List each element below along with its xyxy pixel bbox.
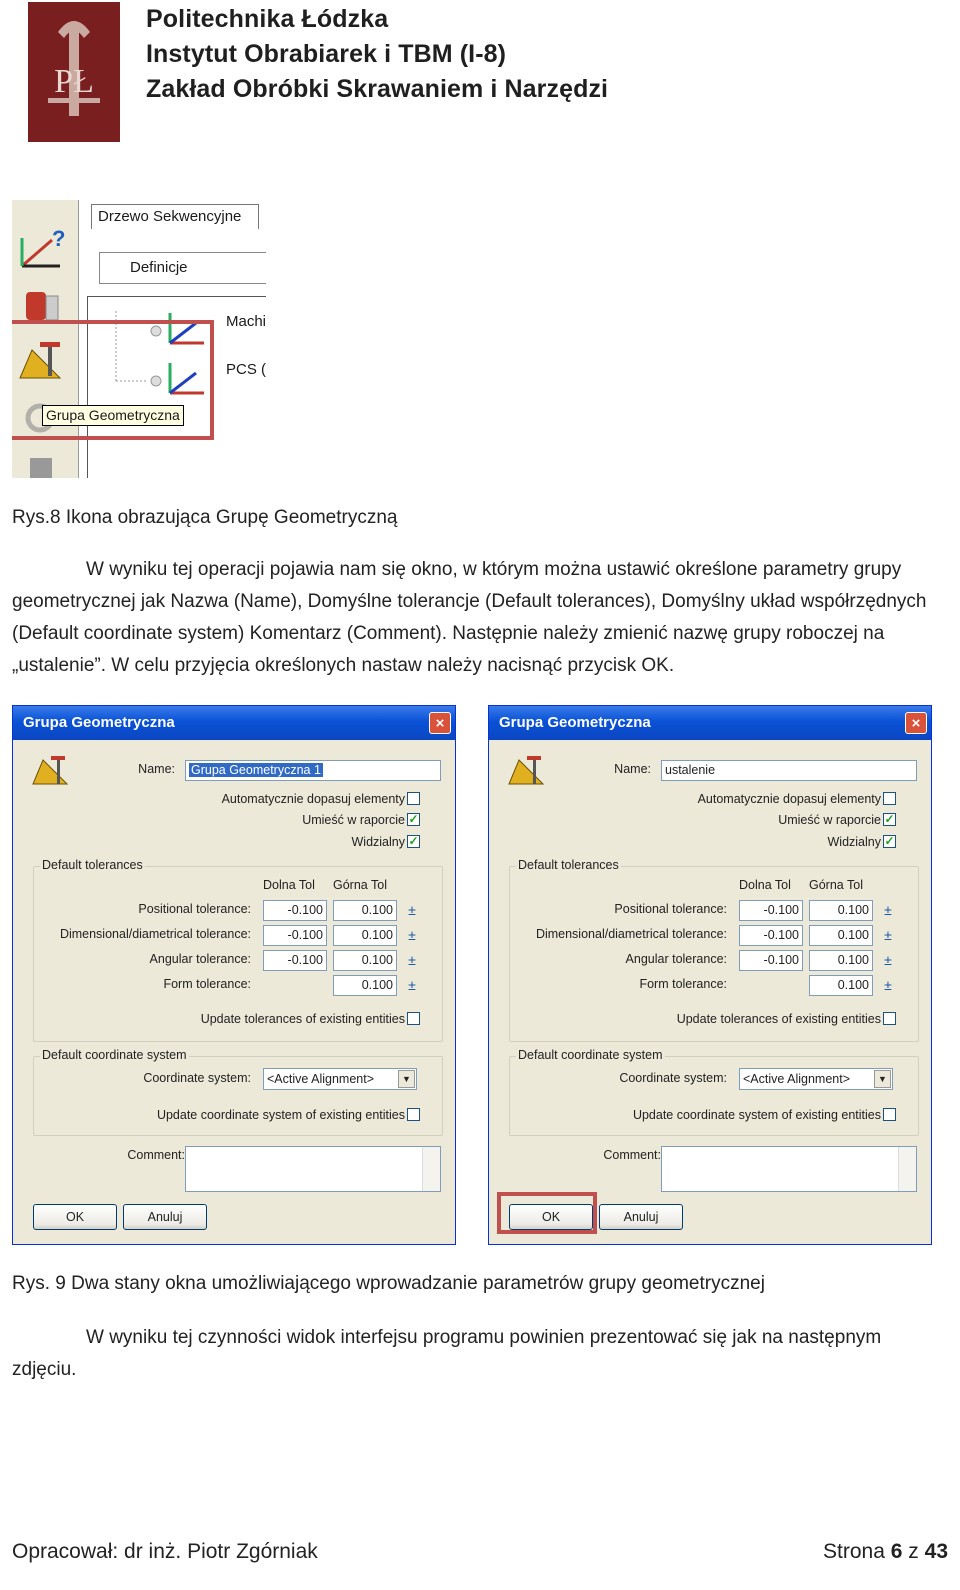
definitions-node[interactable]: Definicje — [99, 252, 266, 284]
comment-scrollbar[interactable] — [898, 1147, 916, 1191]
dimensional-upper-input[interactable]: 0.100 — [333, 925, 397, 946]
page-prefix: Strona — [823, 1540, 885, 1563]
auto-fit-checkbox[interactable] — [407, 792, 420, 805]
upper-tol-header: Górna Tol — [333, 878, 387, 892]
close-button[interactable]: × — [905, 712, 927, 734]
positional-lower-input[interactable]: -0.100 — [739, 900, 803, 921]
lower-tol-header: Dolna Tol — [263, 878, 315, 892]
name-value: ustalenie — [665, 763, 716, 777]
ok-button[interactable]: OK — [33, 1204, 117, 1230]
paragraph-2 — [12, 1322, 948, 1386]
highlight-frame — [12, 320, 214, 440]
tab-sequence-tree[interactable]: Drzewo Sekwencyjne — [91, 204, 259, 229]
coordinate-system-select[interactable] — [739, 1068, 893, 1090]
update-coordinate-checkbox[interactable] — [883, 1108, 896, 1121]
comment-label: Comment: — [603, 1148, 661, 1162]
visible-label: Widzialny — [351, 835, 405, 849]
coordinate-label: Coordinate system: — [619, 1071, 727, 1085]
header-line-institute: Instytut Obrabiarek i TBM (I-8) — [146, 40, 507, 68]
header-line-university: Politechnika Łódzka — [146, 5, 389, 33]
dimensional-label: Dimensional/diametrical tolerance: — [59, 927, 251, 941]
page-total: 43 — [924, 1540, 948, 1563]
tolerances-group-label: Default tolerances — [518, 858, 619, 872]
dialog-title: Grupa Geometryczna — [13, 706, 455, 740]
angular-lower-input[interactable]: -0.100 — [739, 950, 803, 971]
name-input[interactable] — [185, 760, 441, 781]
angular-upper-input[interactable]: 0.100 — [809, 950, 873, 971]
pcs-node[interactable]: PCS ( — [226, 361, 266, 378]
dimensional-lower-input[interactable]: -0.100 — [263, 925, 327, 946]
name-value: Grupa Geometryczna 1 — [191, 763, 321, 777]
dialog-right — [488, 705, 932, 1245]
tolerances-group-label: Default tolerances — [42, 858, 143, 872]
form-label: Form tolerance: — [163, 977, 251, 991]
angular-label: Angular tolerance: — [625, 952, 727, 966]
update-coordinate-checkbox[interactable] — [407, 1108, 420, 1121]
angular-label: Angular tolerance: — [149, 952, 251, 966]
ok-button[interactable]: OK — [509, 1204, 593, 1230]
dialog-title: Grupa Geometryczna — [489, 706, 931, 740]
paragraph-2-text: W wyniku tej czynności widok interfejsu programu powinien prezentować się jak na następnym zdjęciu. — [12, 1327, 882, 1380]
auto-fit-label: Automatycznie dopasuj elementy — [221, 792, 405, 806]
update-tolerances-label: Update tolerances of existing entities — [200, 1012, 405, 1026]
tooltip: Grupa Geometryczna — [42, 405, 184, 426]
visible-checkbox[interactable]: ✓ — [884, 834, 895, 848]
coordinate-system-value: <Active Alignment> — [267, 1072, 375, 1086]
lower-tol-header: Dolna Tol — [739, 878, 791, 892]
report-checkbox[interactable]: ✓ — [408, 812, 419, 826]
coordinate-group-label: Default coordinate system — [42, 1048, 187, 1062]
dimensional-lower-input[interactable]: -0.100 — [739, 925, 803, 946]
angular-lower-input[interactable]: -0.100 — [263, 950, 327, 971]
paragraph-1-text: W wyniku tej operacji pojawia nam się okno, w którym można ustawić określone parametry grupy geometrycznej jak Nazwa (Name), Domyślne tolerancje (Default tolerances), Domyślny układ współrzędnych (Default coordinate system) Komentarz (Comment). Następnie należy zmienić nazwę grupy roboczej na „ustalenie”. W celu przyjęcia określonych nastaw należy nacisnąć przycisk OK. — [12, 559, 927, 676]
auto-fit-label: Automatycznie dopasuj elementy — [697, 792, 881, 806]
name-label: Name: — [138, 762, 175, 776]
form-upper-input[interactable]: 0.100 — [809, 975, 873, 996]
form-upper-input[interactable]: 0.100 — [333, 975, 397, 996]
page-separator: z — [908, 1540, 919, 1563]
coordinate-system-select[interactable] — [263, 1068, 417, 1090]
update-tolerances-checkbox[interactable] — [407, 1012, 420, 1025]
coordinate-system-value: <Active Alignment> — [743, 1072, 851, 1086]
update-coordinate-label: Update coordinate system of existing entities — [156, 1108, 405, 1122]
probe-icon — [26, 292, 58, 320]
positional-lower-input[interactable]: -0.100 — [263, 900, 327, 921]
auto-fit-checkbox[interactable] — [883, 792, 896, 805]
comment-label: Comment: — [127, 1148, 185, 1162]
angular-upper-input[interactable]: 0.100 — [333, 950, 397, 971]
figure-9-caption: Rys. 9 Dwa stany okna umożliwiającego wprowadzanie parametrów grupy geometrycznej — [12, 1273, 765, 1294]
dialog-body — [493, 740, 927, 1240]
geometry-group-icon — [507, 754, 545, 786]
positional-label: Positional tolerance: — [614, 902, 727, 916]
visible-checkbox[interactable]: ✓ — [408, 834, 419, 848]
page-current: 6 — [890, 1540, 903, 1563]
comment-textarea[interactable] — [661, 1146, 917, 1192]
positional-upper-input[interactable]: 0.100 — [809, 900, 873, 921]
plus-minus-icon[interactable]: ± — [884, 952, 892, 968]
visible-label: Widzialny — [827, 835, 881, 849]
plus-minus-icon[interactable]: ± — [408, 977, 416, 993]
header-line-department: Zakład Obróbki Skrawaniem i Narzędzi — [146, 75, 609, 103]
paragraph-1 — [12, 554, 948, 682]
chevron-down-icon[interactable]: ▼ — [874, 1070, 891, 1088]
chevron-down-icon[interactable]: ▼ — [398, 1070, 415, 1088]
footer-page-number — [823, 1540, 948, 1564]
coordinate-group-label: Default coordinate system — [518, 1048, 663, 1062]
dialog-body — [17, 740, 451, 1240]
figure-8-caption: Rys.8 Ikona obrazująca Grupę Geometryczną — [12, 507, 398, 528]
plus-minus-icon[interactable]: ± — [884, 902, 892, 918]
dialog-left — [12, 705, 456, 1245]
sequence-tree-screenshot — [12, 200, 266, 478]
form-label: Form tolerance: — [639, 977, 727, 991]
report-label: Umieść w raporcie — [302, 813, 405, 827]
plus-minus-icon[interactable]: ± — [884, 927, 892, 943]
positional-upper-input[interactable]: 0.100 — [333, 900, 397, 921]
name-input[interactable] — [661, 760, 917, 781]
report-label: Umieść w raporcie — [778, 813, 881, 827]
cancel-button[interactable]: Anuluj — [599, 1204, 683, 1230]
update-coordinate-label: Update coordinate system of existing entities — [632, 1108, 881, 1122]
report-checkbox[interactable]: ✓ — [884, 812, 895, 826]
plus-minus-icon[interactable]: ± — [408, 927, 416, 943]
close-button[interactable]: × — [429, 712, 451, 734]
plus-minus-icon[interactable]: ± — [884, 977, 892, 993]
logo-emblem-icon — [28, 2, 120, 142]
upper-tol-header: Górna Tol — [809, 878, 863, 892]
dimensional-label: Dimensional/diametrical tolerance: — [535, 927, 727, 941]
name-label: Name: — [614, 762, 651, 776]
update-tolerances-checkbox[interactable] — [883, 1012, 896, 1025]
footer-author: Opracował: dr inż. Piotr Zgórniak — [12, 1540, 318, 1563]
university-logo — [28, 2, 120, 142]
svg-text:?: ? — [52, 226, 66, 251]
comment-scrollbar[interactable] — [422, 1147, 440, 1191]
coordinate-label: Coordinate system: — [143, 1071, 251, 1085]
geometry-group-icon — [31, 754, 69, 786]
svg-text:PŁ: PŁ — [54, 63, 94, 100]
fingerprint-icon — [30, 458, 52, 478]
cancel-button[interactable]: Anuluj — [123, 1204, 207, 1230]
plus-minus-icon[interactable]: ± — [408, 952, 416, 968]
positional-label: Positional tolerance: — [138, 902, 251, 916]
plus-minus-icon[interactable]: ± — [408, 902, 416, 918]
coordinate-query-icon — [22, 226, 65, 266]
update-tolerances-label: Update tolerances of existing entities — [676, 1012, 881, 1026]
ok-highlight-frame — [497, 1192, 597, 1234]
comment-textarea[interactable] — [185, 1146, 441, 1192]
machine-node[interactable]: Machi — [226, 313, 266, 330]
dimensional-upper-input[interactable]: 0.100 — [809, 925, 873, 946]
